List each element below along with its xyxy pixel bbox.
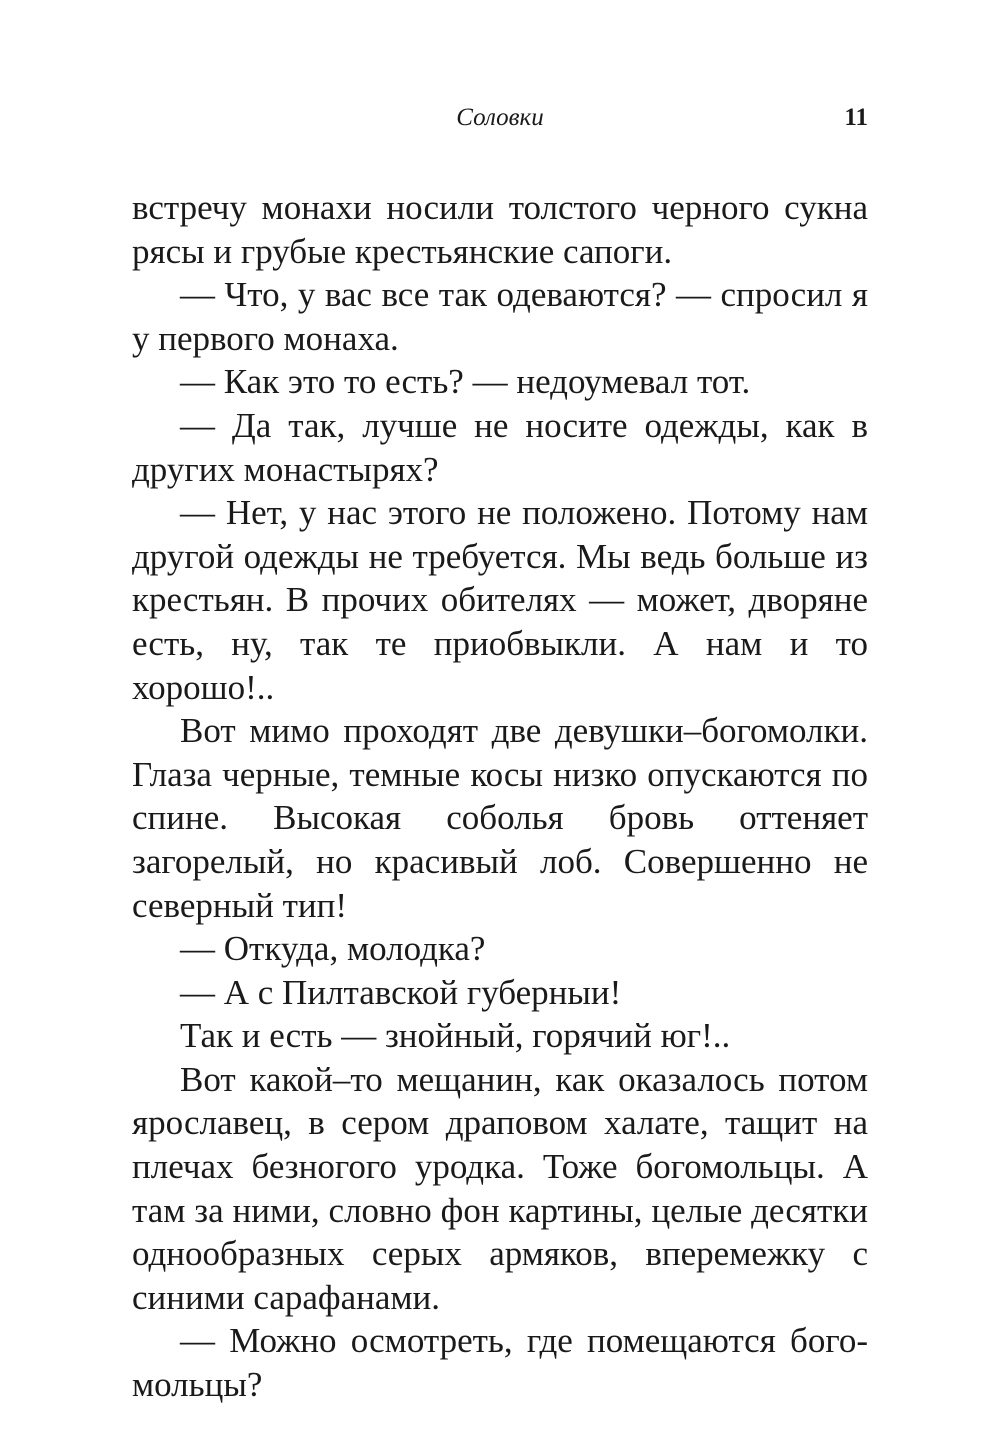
paragraph-dialogue: — Можно осмотреть, где помещаются богомольцы? bbox=[132, 1321, 868, 1405]
page-number: 11 bbox=[844, 104, 868, 131]
paragraph: Вот какой–то мещанин, как оказалось потом ярославец, в сером драповом халате, тащит на плечах безногого уродка. Тоже богомольцы. А там за ними, словно фон картины, целые десятки однообразных серых армяков, вперемежку с синими сарафанами. bbox=[132, 1059, 868, 1317]
paragraph: Так и есть — знойный, горячий юг!.. bbox=[180, 1016, 731, 1056]
paragraph-dialogue: — Откуда, молодка? bbox=[180, 929, 486, 969]
paragraph-dialogue: — Что, у вас все так одеваются? — спросил я у первого монаха. bbox=[132, 275, 868, 358]
running-title: Соловки bbox=[456, 104, 544, 131]
paragraph-dialogue: — А с Пилтавской губерныи! bbox=[180, 972, 622, 1012]
paragraph-dialogue: — Как это то есть? — недоумевал тот. bbox=[180, 362, 751, 402]
paragraph-dialogue: — Нет, у нас этого не положено. Потому нам другой одежды не требуется. Мы ведь больше из крестьян. В прочих обителях — может, дворяне есть, ну, так те приобвыкли. А нам и то хорошо!.. bbox=[132, 493, 868, 707]
page-header bbox=[132, 98, 868, 138]
paragraph-continuation: встречу монахи носили толстого черного сукна рясы и грубые крестьянские сапоги. bbox=[132, 188, 868, 271]
paragraph: Вот мимо проходят две девушки–богомолки. Глаза черные, темные косы низко опускаются по спине. Высокая соболья бровь оттеняет загорелый, но красивый лоб. Совершенно не северный тип! bbox=[132, 711, 868, 925]
body-text bbox=[132, 186, 868, 1407]
paragraph-dialogue: — Да так, лучше не носите одежды, как в других монастырях? bbox=[132, 405, 868, 489]
